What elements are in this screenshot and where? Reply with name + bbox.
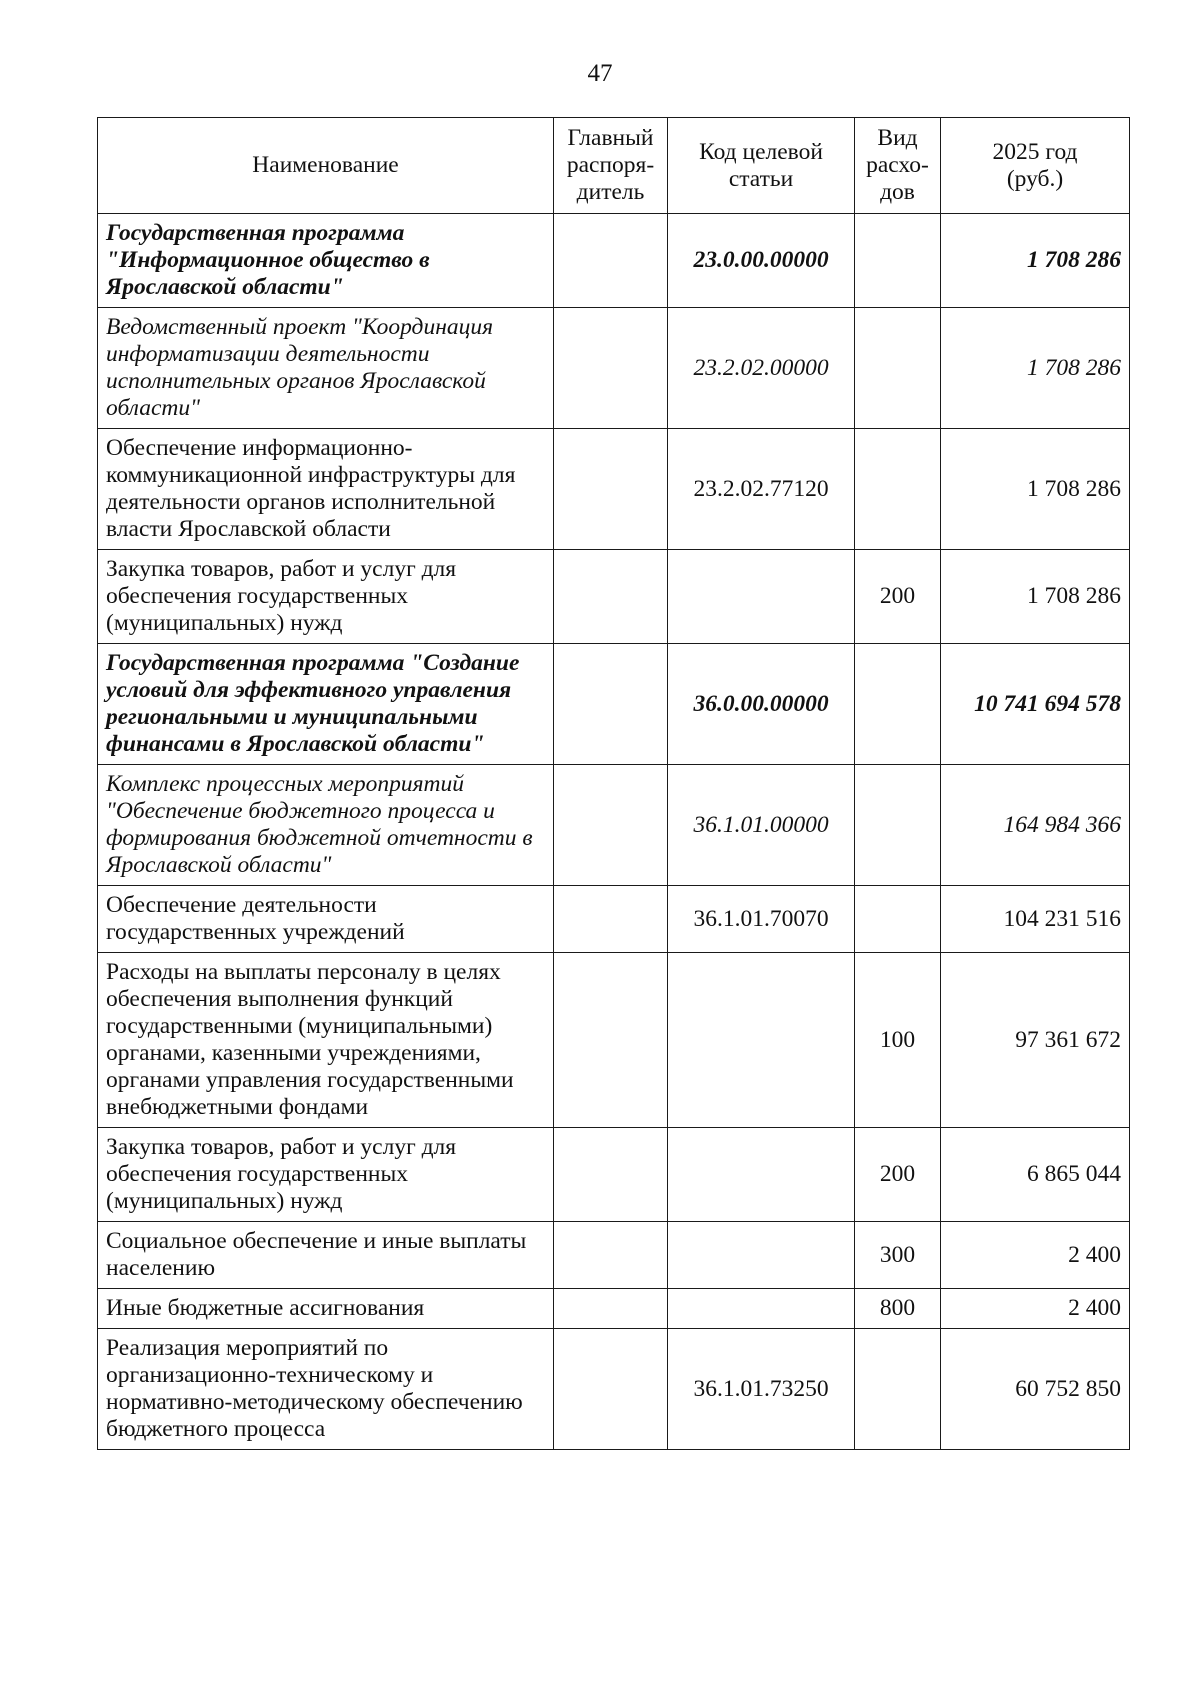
row-amount: 2 400: [941, 1289, 1130, 1329]
row-name: Иные бюджетные ассигнования: [98, 1289, 554, 1329]
table-row: [98, 886, 1130, 953]
row-kind: [855, 644, 941, 765]
row-code: 36.0.00.00000: [668, 644, 855, 765]
table-row: [98, 1289, 1130, 1329]
row-manager: [554, 886, 668, 953]
row-name: Государственная программа "Создание условий для эффективного управления региональными и муниципальными финансами в Ярославской области": [98, 644, 554, 765]
row-code: 36.1.01.70070: [668, 886, 855, 953]
header-amount: 2025 год (руб.): [941, 118, 1130, 214]
row-manager: [554, 953, 668, 1128]
row-name: Государственная программа "Информационное общество в Ярославской области": [98, 214, 554, 308]
row-manager: [554, 765, 668, 886]
row-amount: 1 708 286: [941, 429, 1130, 550]
row-code: 23.2.02.77120: [668, 429, 855, 550]
row-manager: [554, 1222, 668, 1289]
row-kind: [855, 886, 941, 953]
row-name: Реализация мероприятий по организационно-техническому и нормативно-методическому обеспечению бюджетного процесса: [98, 1329, 554, 1450]
row-amount: 6 865 044: [941, 1128, 1130, 1222]
header-kind: Вид расхо- дов: [855, 118, 941, 214]
row-kind: 200: [855, 1128, 941, 1222]
table-row: [98, 953, 1130, 1128]
row-code: 23.0.00.00000: [668, 214, 855, 308]
row-name: Закупка товаров, работ и услуг для обеспечения государственных (муниципальных) нужд: [98, 1128, 554, 1222]
row-code: [668, 550, 855, 644]
row-manager: [554, 1289, 668, 1329]
row-name: Закупка товаров, работ и услуг для обеспечения государственных (муниципальных) нужд: [98, 550, 554, 644]
row-code: [668, 1222, 855, 1289]
row-kind: 100: [855, 953, 941, 1128]
row-code: 36.1.01.73250: [668, 1329, 855, 1450]
table-row: [98, 1329, 1130, 1450]
row-manager: [554, 1329, 668, 1450]
table-row: [98, 1222, 1130, 1289]
table-row: [98, 1128, 1130, 1222]
row-amount: 2 400: [941, 1222, 1130, 1289]
row-code: [668, 1128, 855, 1222]
row-name: Обеспечение информационно-коммуникационной инфраструктуры для деятельности органов исполнительной власти Ярославской области: [98, 429, 554, 550]
row-manager: [554, 308, 668, 429]
row-kind: [855, 214, 941, 308]
row-kind: 800: [855, 1289, 941, 1329]
row-manager: [554, 1128, 668, 1222]
table-row: [98, 765, 1130, 886]
table-row: [98, 644, 1130, 765]
row-code: [668, 953, 855, 1128]
row-amount: 1 708 286: [941, 308, 1130, 429]
row-amount: 1 708 286: [941, 214, 1130, 308]
row-code: 36.1.01.00000: [668, 765, 855, 886]
table-row: [98, 214, 1130, 308]
page-number: 47: [587, 60, 613, 87]
row-kind: [855, 1329, 941, 1450]
row-name: Обеспечение деятельности государственных учреждений: [98, 886, 554, 953]
row-kind: [855, 429, 941, 550]
row-manager: [554, 644, 668, 765]
row-amount: 97 361 672: [941, 953, 1130, 1128]
row-code: 23.2.02.00000: [668, 308, 855, 429]
row-amount: 164 984 366: [941, 765, 1130, 886]
header-code: Код целевой статьи: [668, 118, 855, 214]
row-code: [668, 1289, 855, 1329]
row-amount: 60 752 850: [941, 1329, 1130, 1450]
row-amount: 104 231 516: [941, 886, 1130, 953]
row-amount: 1 708 286: [941, 550, 1130, 644]
row-name: Расходы на выплаты персоналу в целях обеспечения выполнения функций государственными (муниципальными) органами, казенными учреждениями, органами управления государственными внебюджетными фондами: [98, 953, 554, 1128]
row-kind: [855, 308, 941, 429]
row-name: Комплекс процессных мероприятий "Обеспечение бюджетного процесса и формирования бюджетной отчетности в Ярославской области": [98, 765, 554, 886]
row-manager: [554, 214, 668, 308]
header-name: Наименование: [98, 118, 554, 214]
row-kind: 300: [855, 1222, 941, 1289]
row-name: Ведомственный проект "Координация информатизации деятельности исполнительных органов Ярославской области": [98, 308, 554, 429]
table-row: [98, 550, 1130, 644]
row-kind: 200: [855, 550, 941, 644]
table-row: [98, 429, 1130, 550]
row-manager: [554, 429, 668, 550]
row-manager: [554, 550, 668, 644]
table-header-row: [98, 118, 1130, 214]
budget-table: [97, 117, 1130, 1450]
header-manager: Главный распоря- дитель: [554, 118, 668, 214]
row-name: Социальное обеспечение и иные выплаты населению: [98, 1222, 554, 1289]
table-row: [98, 308, 1130, 429]
row-amount: 10 741 694 578: [941, 644, 1130, 765]
row-kind: [855, 765, 941, 886]
